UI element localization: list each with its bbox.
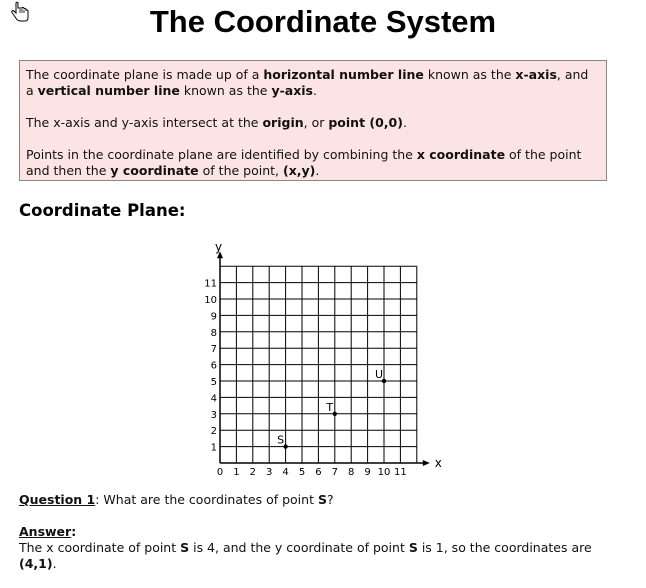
y-tick-label: 1: [210, 442, 217, 454]
coordinate-plane: [180, 238, 450, 478]
text-run: .: [402, 115, 407, 130]
text-run: .: [313, 83, 317, 98]
text-run: y coordinate: [110, 163, 199, 178]
y-axis-label: y: [215, 240, 223, 255]
point-label-u: U: [374, 368, 384, 381]
text-run: known as the: [179, 83, 272, 98]
text-run: known as the: [423, 67, 516, 82]
answer-colon: :: [71, 524, 77, 539]
text-run: (x,y): [282, 163, 316, 178]
x-tick-label: 6: [315, 467, 322, 478]
grid-lines: [220, 266, 417, 463]
text-run: S: [180, 540, 190, 555]
text-run: of the point,: [198, 163, 283, 178]
question-label: Question 1: [19, 492, 96, 507]
data-points: [277, 368, 386, 449]
text-run: , or: [303, 115, 329, 130]
x-tick-label: 4: [282, 467, 289, 478]
y-tick-label: 5: [210, 377, 217, 388]
text-run: point (0,0): [328, 115, 403, 130]
info-paragraph-1: [26, 67, 606, 99]
x-tick-label: 8: [348, 467, 355, 478]
x-axis-arrow: [423, 460, 430, 466]
x-tick-label: 0: [216, 467, 224, 478]
text-run: Points in the coordinate plane are identified by combining the: [26, 147, 417, 162]
point-label-t: T: [326, 400, 334, 414]
text-run: .: [52, 556, 57, 571]
text-run: y-axis: [271, 83, 313, 98]
y-tick-label: 9: [210, 311, 217, 323]
info-box: [19, 60, 607, 181]
text-run: x-axis: [515, 67, 557, 82]
text-run: origin: [262, 115, 304, 130]
section-title: Coordinate Plane:: [19, 201, 186, 220]
point-label-s: S: [277, 433, 285, 447]
text-run: The x coordinate of point: [19, 540, 181, 555]
y-tick-label: 10: [204, 295, 217, 306]
y-tick-label: 8: [210, 327, 217, 339]
answer-label: Answer: [19, 524, 72, 539]
x-tick-label: 3: [266, 467, 273, 478]
answer: [19, 524, 619, 572]
x-tick-label: 1: [233, 467, 240, 478]
x-tick-label: 11: [394, 467, 407, 478]
y-tick-label: 6: [210, 360, 217, 372]
info-paragraph-3: [26, 147, 606, 179]
x-tick-label: 5: [298, 467, 306, 478]
text-run: , and a: [26, 67, 589, 98]
x-axis-label: x: [434, 456, 442, 470]
question-1: [19, 492, 334, 508]
question-point: S: [317, 492, 327, 507]
question-end: ?: [326, 492, 334, 507]
info-paragraph-2: [26, 115, 606, 131]
text-run: is 4, and the y coordinate of point: [189, 540, 409, 555]
text-run: S: [408, 540, 418, 555]
x-tick-label: 9: [364, 467, 371, 478]
y-tick-label: 4: [210, 393, 217, 405]
text-run: vertical number line: [37, 83, 180, 98]
text-run: of the point and then the: [26, 147, 582, 178]
y-tick-label: 3: [210, 409, 217, 421]
text-run: horizontal number line: [263, 67, 424, 82]
text-run: The x-axis and y-axis intersect at the: [26, 115, 263, 130]
x-tick-label: 10: [377, 467, 391, 478]
y-tick-label: 7: [210, 344, 217, 356]
question-text: : What are the coordinates of point: [95, 492, 318, 507]
y-tick-label: 2: [210, 426, 217, 438]
text-run: x coordinate: [416, 147, 506, 162]
x-tick-label: 2: [249, 467, 256, 478]
text-run: (4,1): [19, 556, 53, 571]
point-t: [333, 412, 337, 416]
answer-text: [19, 540, 619, 572]
page-title: The Coordinate System: [149, 4, 497, 39]
text-run: is 1, so the coordinates are: [417, 540, 592, 555]
axes: [215, 240, 442, 470]
text-run: The coordinate plane is made up of a: [26, 67, 264, 82]
x-tick-label: 7: [331, 467, 338, 478]
text-run: .: [315, 163, 320, 178]
y-tick-label: 11: [204, 278, 217, 290]
